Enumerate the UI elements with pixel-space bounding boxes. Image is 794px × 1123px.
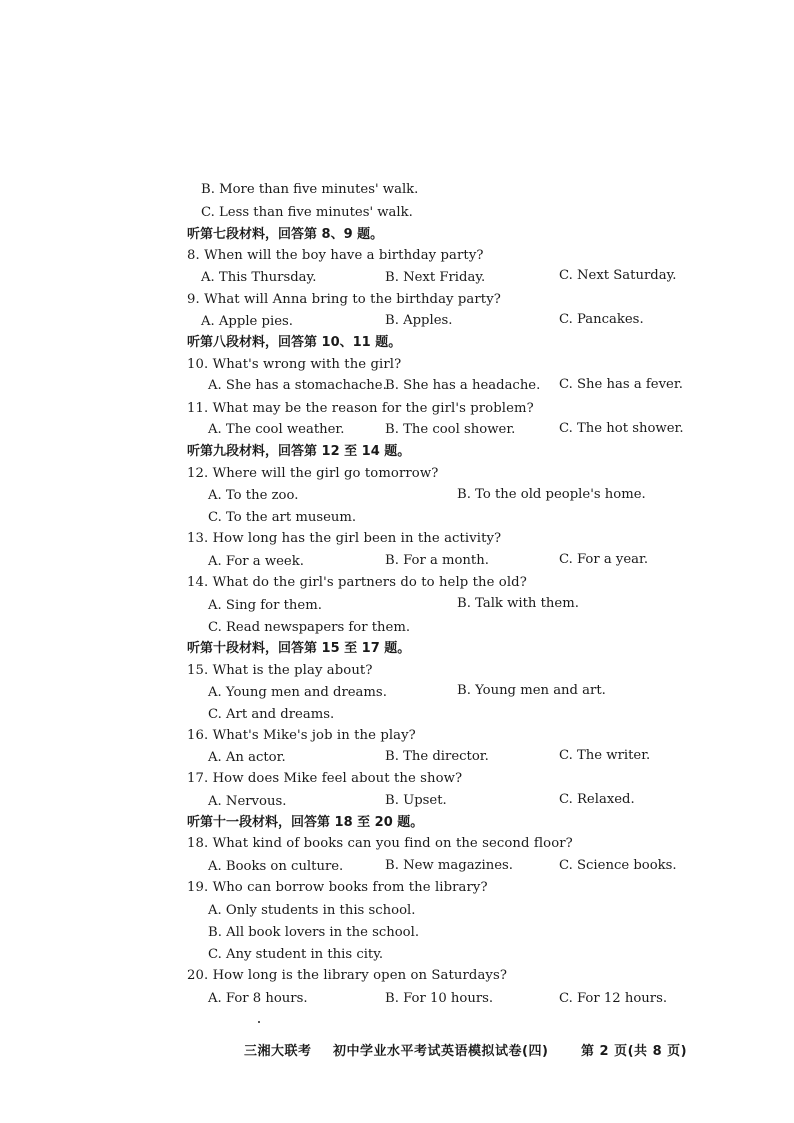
q7-option-c: C. Less than five minutes' walk. (201, 205, 413, 220)
q12-option-c: C. To the art museum. (208, 510, 357, 525)
q15-option-b: B. Young men and art. (457, 683, 606, 698)
q19-stem: 19. Who can borrow books from the library? (187, 880, 488, 895)
q9-option-a: A. Apple pies. (201, 314, 293, 329)
q9-option-b: B. Apples. (385, 313, 453, 328)
q20-option-b: B. For 10 hours. (385, 991, 494, 1006)
q17-option-b: B. Upset. (385, 793, 447, 808)
q17-option-c: C. Relaxed. (559, 792, 635, 807)
q14-option-b: B. Talk with them. (457, 596, 579, 611)
footer-page-number: 第 2 页(共 8 页) (581, 1044, 688, 1059)
section-7-heading: 听第七段材料，回答第 8、9 题。 (187, 227, 384, 242)
q14-option-c: C. Read newspapers for them. (208, 620, 411, 635)
q13-option-b: B. For a month. (385, 553, 489, 568)
q18-option-c: C. Science books. (559, 858, 677, 873)
q8-option-c: C. Next Saturday. (559, 268, 677, 283)
q16-option-b: B. The director. (385, 749, 489, 764)
q12-option-b: B. To the old people's home. (457, 487, 646, 502)
q10-option-b: B. She has a headache. (385, 378, 541, 393)
q10-option-a: A. She has a stomachache. (208, 378, 387, 393)
q15-stem: 15. What is the play about? (187, 663, 373, 678)
scan-speck (258, 1021, 260, 1023)
footer-exam-title: 初中学业水平考试英语模拟试卷(四) (333, 1044, 549, 1059)
q19-option-b: B. All book lovers in the school. (208, 925, 420, 940)
q8-option-b: B. Next Friday. (385, 270, 486, 285)
footer-exam-series: 三湘大联考 (244, 1044, 312, 1059)
q12-stem: 12. Where will the girl go tomorrow? (187, 466, 439, 481)
q14-option-a: A. Sing for them. (208, 598, 322, 613)
q11-option-c: C. The hot shower. (559, 421, 684, 436)
q19-option-a: A. Only students in this school. (208, 903, 416, 918)
q15-option-c: C. Art and dreams. (208, 707, 335, 722)
q17-option-a: A. Nervous. (208, 794, 287, 809)
q20-stem: 20. How long is the library open on Saturdays? (187, 968, 508, 983)
q19-option-c: C. Any student in this city. (208, 947, 384, 962)
q13-stem: 13. How long has the girl been in the activity? (187, 531, 502, 546)
q20-option-c: C. For 12 hours. (559, 991, 668, 1006)
q18-option-b: B. New magazines. (385, 858, 513, 873)
section-10-heading: 听第十段材料，回答第 15 至 17 题。 (187, 641, 411, 656)
q16-stem: 16. What's Mike's job in the play? (187, 728, 416, 743)
q10-stem: 10. What's wrong with the girl? (187, 357, 402, 372)
q18-stem: 18. What kind of books can you find on the second floor? (187, 836, 573, 851)
q11-option-b: B. The cool shower. (385, 422, 516, 437)
q8-stem: 8. When will the boy have a birthday party? (187, 248, 484, 263)
q18-option-a: A. Books on culture. (208, 859, 344, 874)
section-9-heading: 听第九段材料，回答第 12 至 14 题。 (187, 444, 411, 459)
q13-option-c: C. For a year. (559, 552, 649, 567)
q8-option-a: A. This Thursday. (201, 270, 317, 285)
q9-stem: 9. What will Anna bring to the birthday party? (187, 292, 501, 307)
section-8-heading: 听第八段材料，回答第 10、11 题。 (187, 335, 402, 350)
q12-option-a: A. To the zoo. (208, 488, 299, 503)
q11-option-a: A. The cool weather. (208, 422, 345, 437)
section-11-heading: 听第十一段材料，回答第 18 至 20 题。 (187, 815, 424, 830)
q20-option-a: A. For 8 hours. (208, 991, 308, 1006)
q15-option-a: A. Young men and dreams. (208, 685, 387, 700)
q17-stem: 17. How does Mike feel about the show? (187, 771, 463, 786)
q13-option-a: A. For a week. (208, 554, 304, 569)
q10-option-c: C. She has a fever. (559, 377, 683, 392)
q9-option-c: C. Pancakes. (559, 312, 644, 327)
q16-option-c: C. The writer. (559, 748, 651, 763)
q7-option-b: B. More than five minutes' walk. (201, 182, 419, 197)
q16-option-a: A. An actor. (208, 750, 286, 765)
q14-stem: 14. What do the girl's partners do to help the old? (187, 575, 527, 590)
q11-stem: 11. What may be the reason for the girl's problem? (187, 401, 534, 416)
